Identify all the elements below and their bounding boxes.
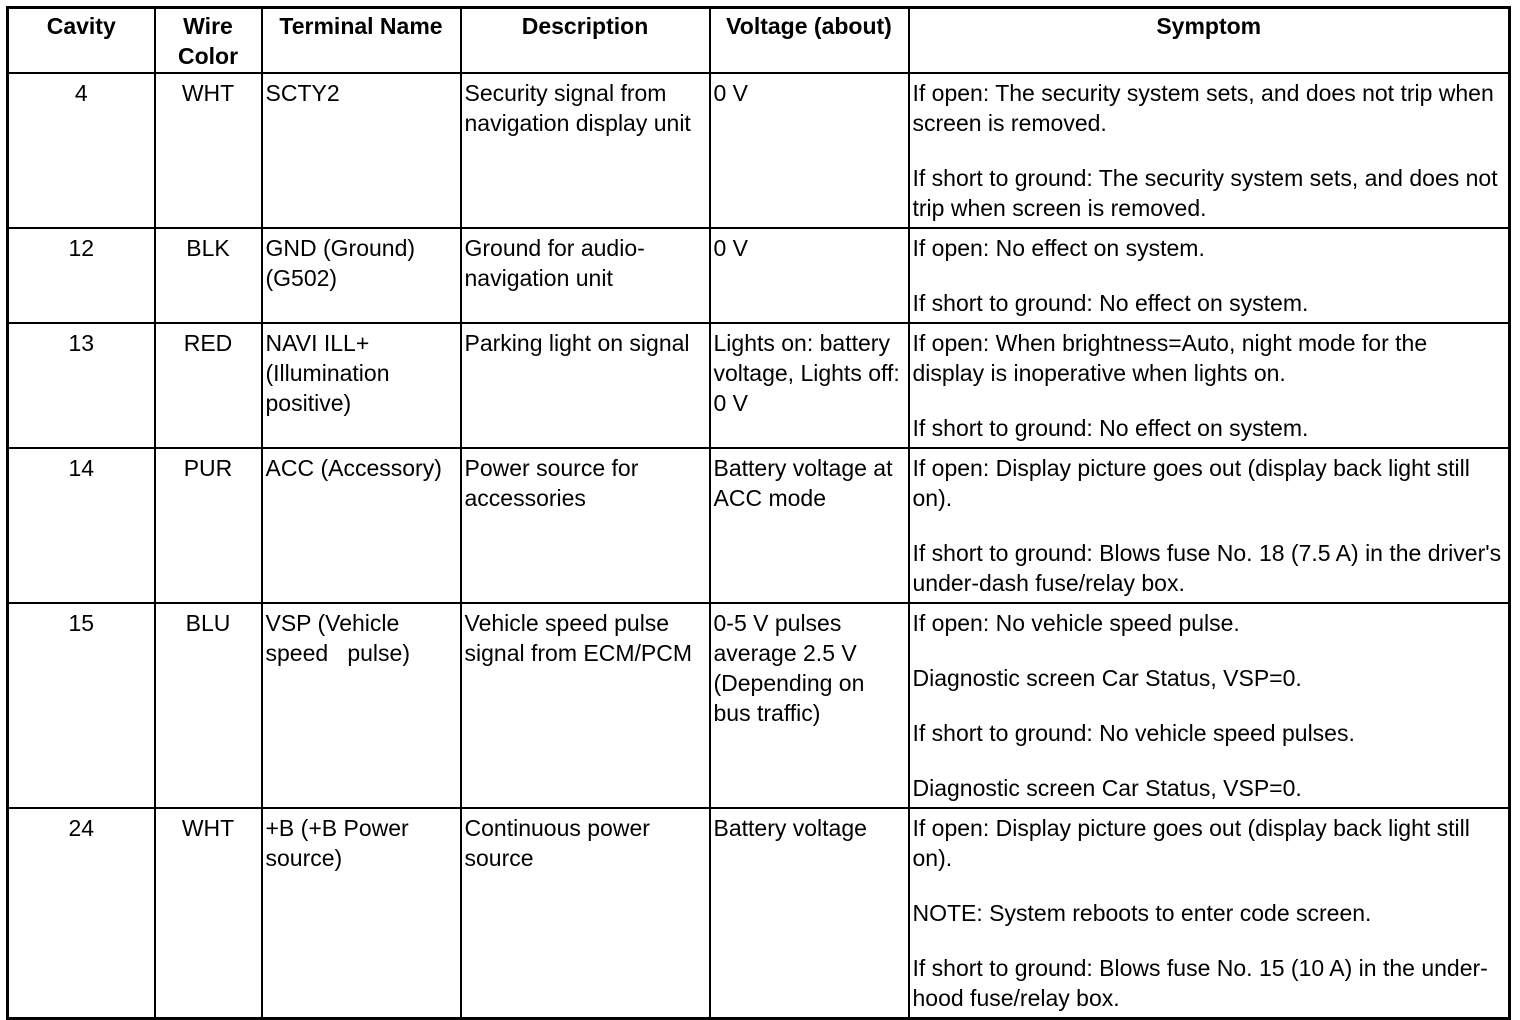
connector-pinout-table bbox=[6, 6, 1511, 1020]
cavity-cell: 15 bbox=[8, 603, 155, 808]
terminal-name-cell: NAVI ILL+ (Illumination positive) bbox=[262, 323, 461, 448]
terminal-name-cell: VSP (Vehicle speed pulse) bbox=[262, 603, 461, 808]
table-header bbox=[8, 8, 1510, 74]
cavity-cell: 13 bbox=[8, 323, 155, 448]
symptom-cell bbox=[909, 323, 1510, 448]
cavity-cell: 4 bbox=[8, 73, 155, 228]
symptom-text: Diagnostic screen Car Status, VSP=0. bbox=[912, 775, 1302, 801]
terminal-name-cell: +B (+B Power source) bbox=[262, 808, 461, 1019]
symptom-text: If short to ground: Blows fuse No. 15 (10 A) in the under-hood fuse/relay box. bbox=[912, 955, 1488, 1011]
voltage-cell: 0 V bbox=[710, 73, 909, 228]
symptom-cell bbox=[909, 73, 1510, 228]
symptom-text: If open: Display picture goes out (display back light still on). bbox=[912, 815, 1470, 871]
terminal-name-cell: SCTY2 bbox=[262, 73, 461, 228]
symptom-text: If open: Display picture goes out (display back light still on). bbox=[912, 455, 1470, 511]
symptom-text: If open: No vehicle speed pulse. bbox=[912, 610, 1240, 636]
cavity-cell: 24 bbox=[8, 808, 155, 1019]
description-cell: Ground for audio-navigation unit bbox=[461, 228, 710, 323]
header-row bbox=[8, 8, 1510, 74]
wire-color-cell: RED bbox=[155, 323, 262, 448]
terminal-name-cell: ACC (Accessory) bbox=[262, 448, 461, 603]
wire-color-cell: WHT bbox=[155, 808, 262, 1019]
voltage-cell: 0-5 V pulses average 2.5 V (Depending on bus traffic) bbox=[710, 603, 909, 808]
description-cell: Vehicle speed pulse signal from ECM/PCM bbox=[461, 603, 710, 808]
table-body bbox=[8, 73, 1510, 1019]
wire-color-cell: BLU bbox=[155, 603, 262, 808]
table-row bbox=[8, 448, 1510, 603]
table-row bbox=[8, 603, 1510, 808]
symptom-cell bbox=[909, 808, 1510, 1019]
symptom-text: If open: When brightness=Auto, night mode for the display is inoperative when lights on. bbox=[912, 330, 1428, 386]
symptom-text: If open: No effect on system. bbox=[912, 235, 1205, 261]
voltage-cell: Battery voltage at ACC mode bbox=[710, 448, 909, 603]
description-cell: Parking light on signal bbox=[461, 323, 710, 448]
voltage-cell: Battery voltage bbox=[710, 808, 909, 1019]
voltage-cell: Lights on: battery voltage, Lights off: 0 V bbox=[710, 323, 909, 448]
description-cell: Continuous power source bbox=[461, 808, 710, 1019]
description-cell: Power source for accessories bbox=[461, 448, 710, 603]
symptom-cell bbox=[909, 228, 1510, 323]
description-cell: Security signal from navigation display unit bbox=[461, 73, 710, 228]
header-description: Description bbox=[461, 8, 710, 74]
symptom-cell bbox=[909, 448, 1510, 603]
table-row bbox=[8, 73, 1510, 228]
wire-color-cell: BLK bbox=[155, 228, 262, 323]
symptom-text: If open: The security system sets, and does not trip when screen is removed. bbox=[912, 80, 1494, 136]
header-symptom: Symptom bbox=[909, 8, 1510, 74]
symptom-text: NOTE: System reboots to enter code screen. bbox=[912, 900, 1372, 926]
table-row bbox=[8, 228, 1510, 323]
symptom-text: If short to ground: No effect on system. bbox=[912, 290, 1309, 316]
table-row bbox=[8, 323, 1510, 448]
header-voltage: Voltage (about) bbox=[710, 8, 909, 74]
header-terminal-name: Terminal Name bbox=[262, 8, 461, 74]
symptom-text: If short to ground: No effect on system. bbox=[912, 415, 1309, 441]
symptom-text: If short to ground: Blows fuse No. 18 (7.5 A) in the driver's under-dash fuse/relay box. bbox=[912, 540, 1502, 596]
voltage-cell: 0 V bbox=[710, 228, 909, 323]
wire-color-cell: PUR bbox=[155, 448, 262, 603]
header-wire-color bbox=[155, 8, 262, 74]
header-wire-color-line1: Wire bbox=[183, 13, 233, 39]
symptom-text: If short to ground: The security system sets, and does not trip when screen is removed. bbox=[912, 165, 1498, 221]
cavity-cell: 12 bbox=[8, 228, 155, 323]
terminal-name-cell: GND (Ground) (G502) bbox=[262, 228, 461, 323]
symptom-text: If short to ground: No vehicle speed pulses. bbox=[912, 720, 1355, 746]
header-wire-color-line2: Color bbox=[177, 43, 239, 69]
table-row bbox=[8, 808, 1510, 1019]
symptom-cell bbox=[909, 603, 1510, 808]
cavity-cell: 14 bbox=[8, 448, 155, 603]
wire-color-cell: WHT bbox=[155, 73, 262, 228]
symptom-text: Diagnostic screen Car Status, VSP=0. bbox=[912, 665, 1302, 691]
header-cavity: Cavity bbox=[8, 8, 155, 74]
